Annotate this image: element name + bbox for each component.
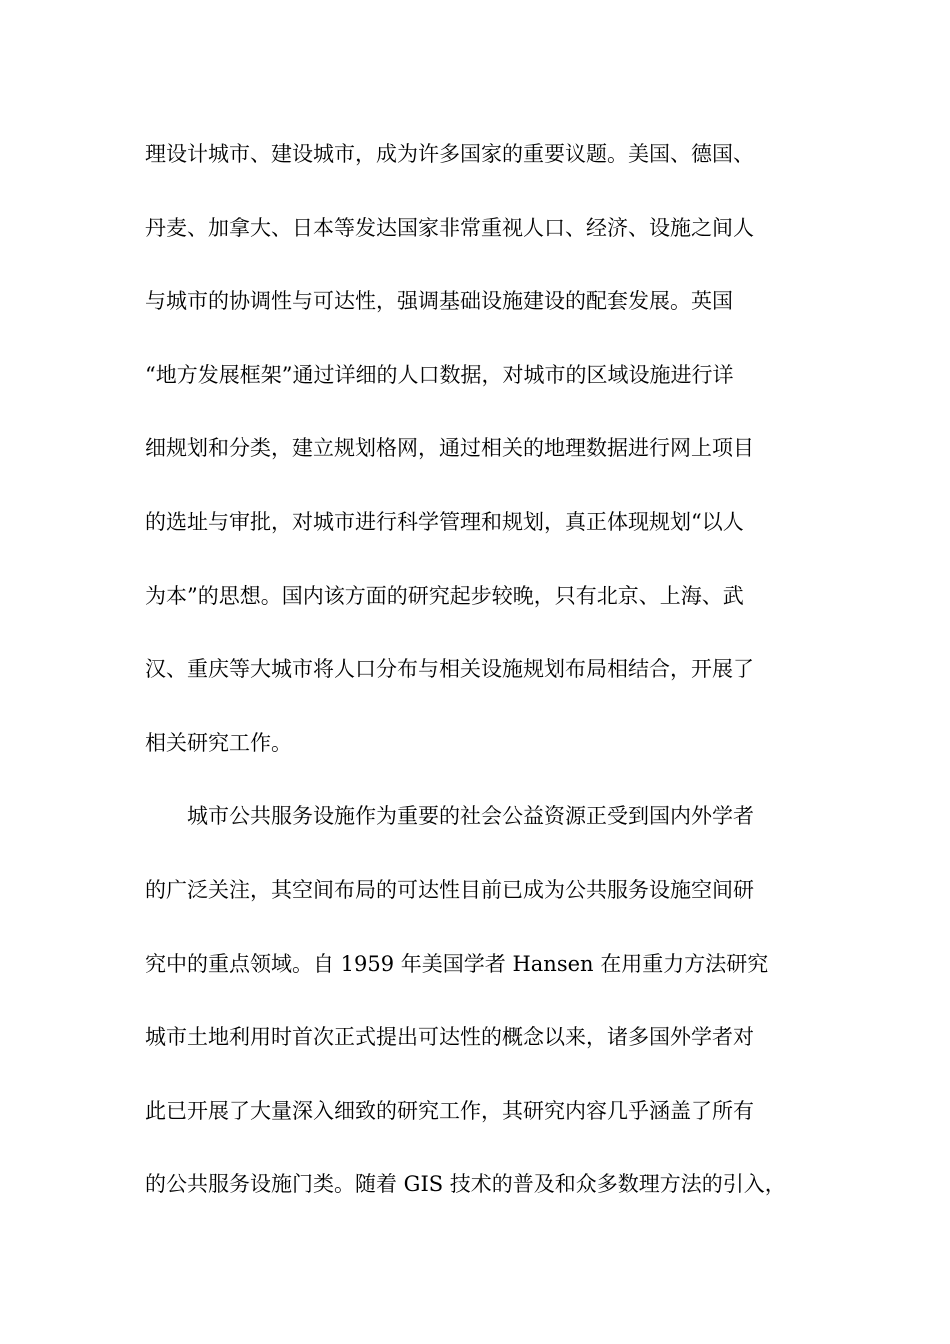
- text-line: 的广泛关注，其空间布局的可达性目前已成为公共服务设施空间研: [145, 877, 754, 902]
- paragraph-2: [145, 780, 805, 1222]
- text-line: 此已开展了大量深入细致的研究工作，其研究内容几乎涵盖了所有: [145, 1098, 754, 1123]
- paragraph-1: [145, 118, 805, 780]
- text-line: 城市土地利用时首次正式提出可达性的概念以来，诸多国外学者对: [145, 1025, 754, 1050]
- text-line: “地方发展框架”通过详细的人口数据，对城市的区域设施进行详: [145, 362, 734, 387]
- text-line: 丹麦、加拿大、日本等发达国家非常重视人口、经济、设施之间人: [145, 215, 754, 240]
- text-line: 的选址与审批，对城市进行科学管理和规划，真正体现规划“以人: [145, 509, 744, 534]
- text-line: 相关研究工作。: [145, 730, 292, 755]
- body-text: [145, 118, 805, 1222]
- text-line: 城市公共服务设施作为重要的社会公益资源正受到国内外学者: [187, 804, 754, 829]
- text-line: 与城市的协调性与可达性，强调基础设施建设的配套发展。英国: [145, 289, 733, 314]
- text-line: 究中的重点领域。自 1959 年美国学者 Hansen 在用重力方法研究: [145, 951, 769, 976]
- text-line: 理设计城市、建设城市，成为许多国家的重要议题。美国、德国、: [145, 142, 754, 166]
- text-line: 为本”的思想。国内该方面的研究起步较晚，只有北京、上海、武: [145, 583, 744, 608]
- text-line: 汉、重庆等大城市将人口分布与相关设施规划布局相结合，开展了: [145, 657, 754, 682]
- text-line: 的公共服务设施门类。随着 GIS 技术的普及和众多数理方法的引入，: [145, 1172, 786, 1197]
- text-line: 细规划和分类，建立规划格网，通过相关的地理数据进行网上项目: [145, 436, 754, 461]
